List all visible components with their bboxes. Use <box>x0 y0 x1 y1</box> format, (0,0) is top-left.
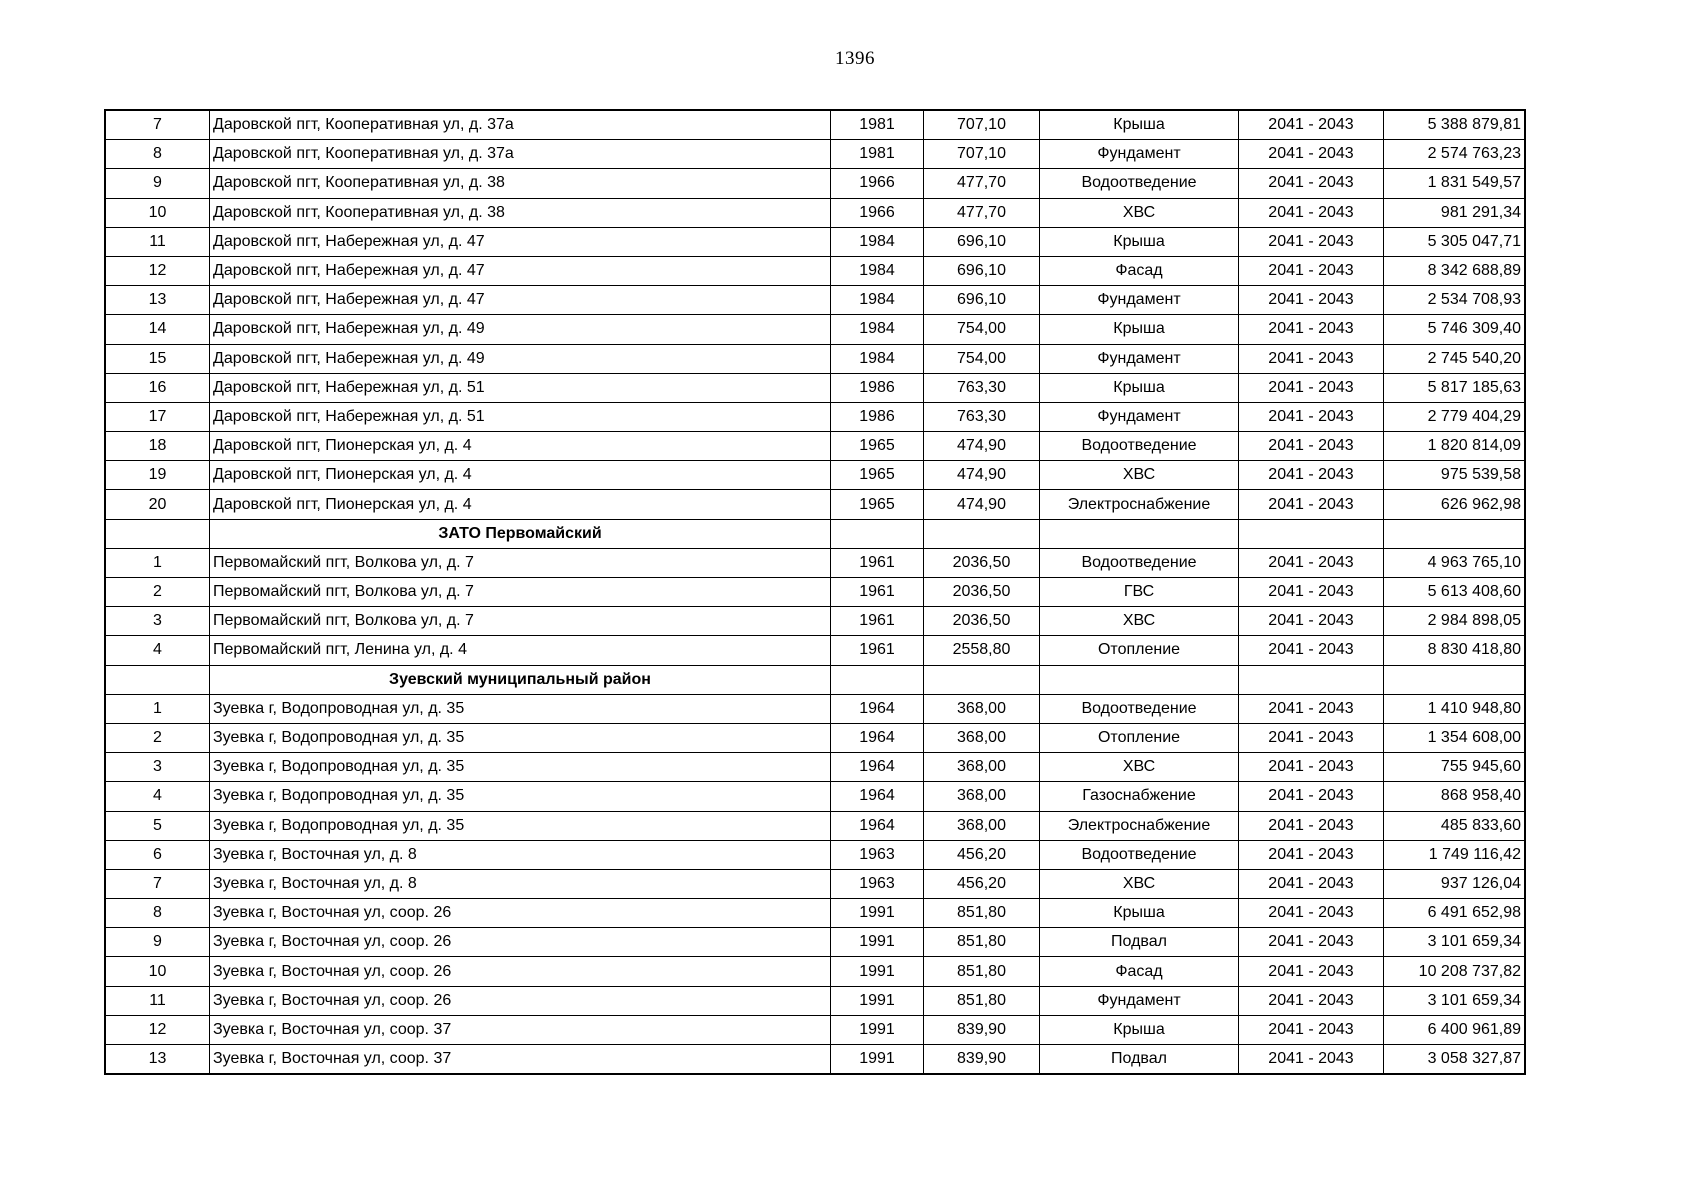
table-row <box>105 840 1525 869</box>
table-body <box>105 110 1525 1074</box>
table-row <box>105 1045 1525 1075</box>
row-number-cell: 12 <box>105 1015 210 1044</box>
work-type-cell: Крыша <box>1040 373 1239 402</box>
period-cell: 2041 - 2043 <box>1239 110 1384 140</box>
area-cell: 707,10 <box>924 140 1040 169</box>
table-row <box>105 286 1525 315</box>
period-cell: 2041 - 2043 <box>1239 315 1384 344</box>
table-row <box>105 782 1525 811</box>
table-row <box>105 694 1525 723</box>
address-cell: Даровской пгт, Кооперативная ул, д. 37а <box>210 110 831 140</box>
year-built-cell: 1961 <box>831 548 924 577</box>
page-number: 1396 <box>835 48 875 69</box>
year-built-cell: 1984 <box>831 256 924 285</box>
empty-cell <box>924 519 1040 548</box>
row-number-cell: 1 <box>105 694 210 723</box>
period-cell: 2041 - 2043 <box>1239 461 1384 490</box>
period-cell: 2041 - 2043 <box>1239 548 1384 577</box>
section-header-row <box>105 519 1525 548</box>
address-cell: Зуевка г, Водопроводная ул, д. 35 <box>210 782 831 811</box>
work-type-cell: Крыша <box>1040 227 1239 256</box>
work-type-cell: ХВС <box>1040 869 1239 898</box>
area-cell: 696,10 <box>924 227 1040 256</box>
address-cell: Первомайский пгт, Волкова ул, д. 7 <box>210 607 831 636</box>
year-built-cell: 1964 <box>831 723 924 752</box>
area-cell: 851,80 <box>924 899 1040 928</box>
work-type-cell: ХВС <box>1040 198 1239 227</box>
table-row <box>105 490 1525 519</box>
year-built-cell: 1961 <box>831 578 924 607</box>
work-type-cell: Крыша <box>1040 1015 1239 1044</box>
period-cell: 2041 - 2043 <box>1239 432 1384 461</box>
row-number-cell: 2 <box>105 578 210 607</box>
table-row <box>105 723 1525 752</box>
year-built-cell: 1986 <box>831 373 924 402</box>
area-cell: 851,80 <box>924 928 1040 957</box>
year-built-cell: 1984 <box>831 227 924 256</box>
table-row <box>105 1015 1525 1044</box>
area-cell: 851,80 <box>924 957 1040 986</box>
area-cell: 474,90 <box>924 490 1040 519</box>
period-cell: 2041 - 2043 <box>1239 899 1384 928</box>
work-type-cell: Отопление <box>1040 636 1239 665</box>
period-cell: 2041 - 2043 <box>1239 753 1384 782</box>
work-type-cell: ХВС <box>1040 607 1239 636</box>
area-cell: 851,80 <box>924 986 1040 1015</box>
cost-cell: 2 745 540,20 <box>1384 344 1526 373</box>
area-cell: 763,30 <box>924 373 1040 402</box>
area-cell: 707,10 <box>924 110 1040 140</box>
year-built-cell: 1965 <box>831 461 924 490</box>
work-type-cell: ХВС <box>1040 753 1239 782</box>
section-header-row <box>105 665 1525 694</box>
empty-cell <box>1384 665 1526 694</box>
empty-cell <box>1040 519 1239 548</box>
period-cell: 2041 - 2043 <box>1239 782 1384 811</box>
cost-cell: 975 539,58 <box>1384 461 1526 490</box>
cost-cell: 3 101 659,34 <box>1384 986 1526 1015</box>
table-row <box>105 315 1525 344</box>
area-cell: 2036,50 <box>924 578 1040 607</box>
row-number-cell: 4 <box>105 636 210 665</box>
address-cell: Даровской пгт, Кооперативная ул, д. 38 <box>210 198 831 227</box>
area-cell: 839,90 <box>924 1045 1040 1075</box>
repair-schedule-table <box>104 109 1526 1075</box>
table-row <box>105 578 1525 607</box>
year-built-cell: 1964 <box>831 753 924 782</box>
section-title: ЗАТО Первомайский <box>210 519 831 548</box>
area-cell: 763,30 <box>924 402 1040 431</box>
area-cell: 474,90 <box>924 461 1040 490</box>
work-type-cell: Фундамент <box>1040 286 1239 315</box>
row-number-cell: 14 <box>105 315 210 344</box>
row-number-cell: 11 <box>105 986 210 1015</box>
cost-cell: 485 833,60 <box>1384 811 1526 840</box>
cost-cell: 1 831 549,57 <box>1384 169 1526 198</box>
area-cell: 477,70 <box>924 198 1040 227</box>
row-number-cell: 15 <box>105 344 210 373</box>
work-type-cell: Газоснабжение <box>1040 782 1239 811</box>
cost-cell: 755 945,60 <box>1384 753 1526 782</box>
work-type-cell: Фасад <box>1040 256 1239 285</box>
year-built-cell: 1965 <box>831 432 924 461</box>
work-type-cell: Крыша <box>1040 899 1239 928</box>
work-type-cell: Фундамент <box>1040 344 1239 373</box>
work-type-cell: Фасад <box>1040 957 1239 986</box>
empty-cell <box>105 519 210 548</box>
empty-cell <box>1040 665 1239 694</box>
year-built-cell: 1991 <box>831 957 924 986</box>
period-cell: 2041 - 2043 <box>1239 607 1384 636</box>
period-cell: 2041 - 2043 <box>1239 869 1384 898</box>
work-type-cell: Подвал <box>1040 928 1239 957</box>
row-number-cell: 20 <box>105 490 210 519</box>
area-cell: 839,90 <box>924 1015 1040 1044</box>
year-built-cell: 1964 <box>831 782 924 811</box>
table-row <box>105 373 1525 402</box>
year-built-cell: 1966 <box>831 198 924 227</box>
cost-cell: 3 058 327,87 <box>1384 1045 1526 1075</box>
period-cell: 2041 - 2043 <box>1239 636 1384 665</box>
year-built-cell: 1984 <box>831 286 924 315</box>
address-cell: Даровской пгт, Набережная ул, д. 47 <box>210 286 831 315</box>
year-built-cell: 1984 <box>831 315 924 344</box>
row-number-cell: 9 <box>105 928 210 957</box>
year-built-cell: 1963 <box>831 840 924 869</box>
work-type-cell: Электроснабжение <box>1040 490 1239 519</box>
row-number-cell: 3 <box>105 753 210 782</box>
table-row <box>105 432 1525 461</box>
table-row <box>105 256 1525 285</box>
row-number-cell: 7 <box>105 869 210 898</box>
cost-cell: 5 817 185,63 <box>1384 373 1526 402</box>
row-number-cell: 13 <box>105 1045 210 1075</box>
table-row <box>105 636 1525 665</box>
table-row <box>105 461 1525 490</box>
table-row <box>105 227 1525 256</box>
table-row <box>105 402 1525 431</box>
year-built-cell: 1981 <box>831 110 924 140</box>
row-number-cell: 7 <box>105 110 210 140</box>
period-cell: 2041 - 2043 <box>1239 402 1384 431</box>
year-built-cell: 1986 <box>831 402 924 431</box>
address-cell: Зуевка г, Водопроводная ул, д. 35 <box>210 694 831 723</box>
row-number-cell: 4 <box>105 782 210 811</box>
area-cell: 754,00 <box>924 344 1040 373</box>
table-row <box>105 869 1525 898</box>
cost-cell: 1 820 814,09 <box>1384 432 1526 461</box>
period-cell: 2041 - 2043 <box>1239 957 1384 986</box>
area-cell: 368,00 <box>924 723 1040 752</box>
address-cell: Даровской пгт, Набережная ул, д. 49 <box>210 315 831 344</box>
row-number-cell: 11 <box>105 227 210 256</box>
work-type-cell: Фундамент <box>1040 986 1239 1015</box>
empty-cell <box>1239 665 1384 694</box>
empty-cell <box>831 519 924 548</box>
repair-schedule-table-container <box>104 109 1526 1075</box>
period-cell: 2041 - 2043 <box>1239 227 1384 256</box>
year-built-cell: 1961 <box>831 636 924 665</box>
cost-cell: 5 613 408,60 <box>1384 578 1526 607</box>
address-cell: Зуевка г, Восточная ул, соор. 37 <box>210 1045 831 1075</box>
table-row <box>105 198 1525 227</box>
table-row <box>105 811 1525 840</box>
row-number-cell: 1 <box>105 548 210 577</box>
row-number-cell: 2 <box>105 723 210 752</box>
address-cell: Первомайский пгт, Волкова ул, д. 7 <box>210 578 831 607</box>
year-built-cell: 1961 <box>831 607 924 636</box>
cost-cell: 8 830 418,80 <box>1384 636 1526 665</box>
row-number-cell: 10 <box>105 957 210 986</box>
work-type-cell: ГВС <box>1040 578 1239 607</box>
address-cell: Зуевка г, Восточная ул, соор. 26 <box>210 928 831 957</box>
year-built-cell: 1964 <box>831 694 924 723</box>
row-number-cell: 13 <box>105 286 210 315</box>
cost-cell: 4 963 765,10 <box>1384 548 1526 577</box>
year-built-cell: 1984 <box>831 344 924 373</box>
year-built-cell: 1964 <box>831 811 924 840</box>
work-type-cell: Фундамент <box>1040 140 1239 169</box>
cost-cell: 10 208 737,82 <box>1384 957 1526 986</box>
period-cell: 2041 - 2043 <box>1239 344 1384 373</box>
year-built-cell: 1991 <box>831 986 924 1015</box>
area-cell: 2036,50 <box>924 548 1040 577</box>
row-number-cell: 8 <box>105 140 210 169</box>
cost-cell: 2 779 404,29 <box>1384 402 1526 431</box>
area-cell: 368,00 <box>924 811 1040 840</box>
address-cell: Даровской пгт, Пионерская ул, д. 4 <box>210 490 831 519</box>
address-cell: Зуевка г, Водопроводная ул, д. 35 <box>210 723 831 752</box>
year-built-cell: 1981 <box>831 140 924 169</box>
address-cell: Зуевка г, Восточная ул, соор. 26 <box>210 899 831 928</box>
row-number-cell: 19 <box>105 461 210 490</box>
area-cell: 754,00 <box>924 315 1040 344</box>
period-cell: 2041 - 2043 <box>1239 840 1384 869</box>
cost-cell: 2 534 708,93 <box>1384 286 1526 315</box>
year-built-cell: 1966 <box>831 169 924 198</box>
area-cell: 456,20 <box>924 840 1040 869</box>
period-cell: 2041 - 2043 <box>1239 811 1384 840</box>
empty-cell <box>1239 519 1384 548</box>
area-cell: 456,20 <box>924 869 1040 898</box>
row-number-cell: 12 <box>105 256 210 285</box>
year-built-cell: 1991 <box>831 928 924 957</box>
address-cell: Даровской пгт, Набережная ул, д. 49 <box>210 344 831 373</box>
cost-cell: 6 400 961,89 <box>1384 1015 1526 1044</box>
table-row <box>105 928 1525 957</box>
table-row <box>105 548 1525 577</box>
row-number-cell: 17 <box>105 402 210 431</box>
table-row <box>105 899 1525 928</box>
section-title: Зуевский муниципальный район <box>210 665 831 694</box>
work-type-cell: Водоотведение <box>1040 694 1239 723</box>
area-cell: 696,10 <box>924 286 1040 315</box>
cost-cell: 8 342 688,89 <box>1384 256 1526 285</box>
row-number-cell: 9 <box>105 169 210 198</box>
address-cell: Зуевка г, Водопроводная ул, д. 35 <box>210 811 831 840</box>
year-built-cell: 1991 <box>831 1015 924 1044</box>
area-cell: 368,00 <box>924 694 1040 723</box>
table-row <box>105 344 1525 373</box>
period-cell: 2041 - 2043 <box>1239 928 1384 957</box>
row-number-cell: 6 <box>105 840 210 869</box>
address-cell: Зуевка г, Восточная ул, соор. 37 <box>210 1015 831 1044</box>
address-cell: Даровской пгт, Набережная ул, д. 47 <box>210 256 831 285</box>
cost-cell: 1 354 608,00 <box>1384 723 1526 752</box>
period-cell: 2041 - 2043 <box>1239 578 1384 607</box>
address-cell: Даровской пгт, Кооперативная ул, д. 38 <box>210 169 831 198</box>
row-number-cell: 18 <box>105 432 210 461</box>
cost-cell: 626 962,98 <box>1384 490 1526 519</box>
table-row <box>105 110 1525 140</box>
table-row <box>105 607 1525 636</box>
address-cell: Даровской пгт, Пионерская ул, д. 4 <box>210 461 831 490</box>
work-type-cell: Подвал <box>1040 1045 1239 1075</box>
cost-cell: 2 984 898,05 <box>1384 607 1526 636</box>
period-cell: 2041 - 2043 <box>1239 723 1384 752</box>
period-cell: 2041 - 2043 <box>1239 198 1384 227</box>
empty-cell <box>924 665 1040 694</box>
year-built-cell: 1991 <box>831 899 924 928</box>
work-type-cell: Водоотведение <box>1040 840 1239 869</box>
period-cell: 2041 - 2043 <box>1239 169 1384 198</box>
address-cell: Даровской пгт, Пионерская ул, д. 4 <box>210 432 831 461</box>
period-cell: 2041 - 2043 <box>1239 286 1384 315</box>
cost-cell: 2 574 763,23 <box>1384 140 1526 169</box>
address-cell: Даровской пгт, Набережная ул, д. 51 <box>210 402 831 431</box>
period-cell: 2041 - 2043 <box>1239 373 1384 402</box>
year-built-cell: 1963 <box>831 869 924 898</box>
cost-cell: 1 410 948,80 <box>1384 694 1526 723</box>
work-type-cell: Фундамент <box>1040 402 1239 431</box>
address-cell: Первомайский пгт, Волкова ул, д. 7 <box>210 548 831 577</box>
period-cell: 2041 - 2043 <box>1239 1015 1384 1044</box>
cost-cell: 5 746 309,40 <box>1384 315 1526 344</box>
year-built-cell: 1965 <box>831 490 924 519</box>
area-cell: 477,70 <box>924 169 1040 198</box>
area-cell: 2558,80 <box>924 636 1040 665</box>
address-cell: Первомайский пгт, Ленина ул, д. 4 <box>210 636 831 665</box>
period-cell: 2041 - 2043 <box>1239 986 1384 1015</box>
cost-cell: 5 388 879,81 <box>1384 110 1526 140</box>
period-cell: 2041 - 2043 <box>1239 490 1384 519</box>
year-built-cell: 1991 <box>831 1045 924 1075</box>
address-cell: Зуевка г, Восточная ул, д. 8 <box>210 840 831 869</box>
row-number-cell: 8 <box>105 899 210 928</box>
period-cell: 2041 - 2043 <box>1239 256 1384 285</box>
cost-cell: 6 491 652,98 <box>1384 899 1526 928</box>
empty-cell <box>1384 519 1526 548</box>
area-cell: 474,90 <box>924 432 1040 461</box>
work-type-cell: Электроснабжение <box>1040 811 1239 840</box>
row-number-cell: 10 <box>105 198 210 227</box>
address-cell: Зуевка г, Восточная ул, соор. 26 <box>210 957 831 986</box>
address-cell: Даровской пгт, Кооперативная ул, д. 37а <box>210 140 831 169</box>
work-type-cell: Отопление <box>1040 723 1239 752</box>
work-type-cell: Водоотведение <box>1040 432 1239 461</box>
area-cell: 696,10 <box>924 256 1040 285</box>
address-cell: Зуевка г, Восточная ул, д. 8 <box>210 869 831 898</box>
area-cell: 368,00 <box>924 753 1040 782</box>
cost-cell: 5 305 047,71 <box>1384 227 1526 256</box>
work-type-cell: Крыша <box>1040 315 1239 344</box>
row-number-cell: 16 <box>105 373 210 402</box>
work-type-cell: ХВС <box>1040 461 1239 490</box>
table-row <box>105 140 1525 169</box>
period-cell: 2041 - 2043 <box>1239 1045 1384 1075</box>
row-number-cell: 3 <box>105 607 210 636</box>
work-type-cell: Крыша <box>1040 110 1239 140</box>
area-cell: 368,00 <box>924 782 1040 811</box>
cost-cell: 937 126,04 <box>1384 869 1526 898</box>
address-cell: Даровской пгт, Набережная ул, д. 51 <box>210 373 831 402</box>
cost-cell: 3 101 659,34 <box>1384 928 1526 957</box>
address-cell: Даровской пгт, Набережная ул, д. 47 <box>210 227 831 256</box>
row-number-cell: 5 <box>105 811 210 840</box>
table-row <box>105 169 1525 198</box>
period-cell: 2041 - 2043 <box>1239 140 1384 169</box>
work-type-cell: Водоотведение <box>1040 169 1239 198</box>
table-row <box>105 957 1525 986</box>
address-cell: Зуевка г, Восточная ул, соор. 26 <box>210 986 831 1015</box>
empty-cell <box>831 665 924 694</box>
cost-cell: 1 749 116,42 <box>1384 840 1526 869</box>
table-row <box>105 986 1525 1015</box>
area-cell: 2036,50 <box>924 607 1040 636</box>
cost-cell: 868 958,40 <box>1384 782 1526 811</box>
period-cell: 2041 - 2043 <box>1239 694 1384 723</box>
address-cell: Зуевка г, Водопроводная ул, д. 35 <box>210 753 831 782</box>
work-type-cell: Водоотведение <box>1040 548 1239 577</box>
table-row <box>105 753 1525 782</box>
empty-cell <box>105 665 210 694</box>
cost-cell: 981 291,34 <box>1384 198 1526 227</box>
